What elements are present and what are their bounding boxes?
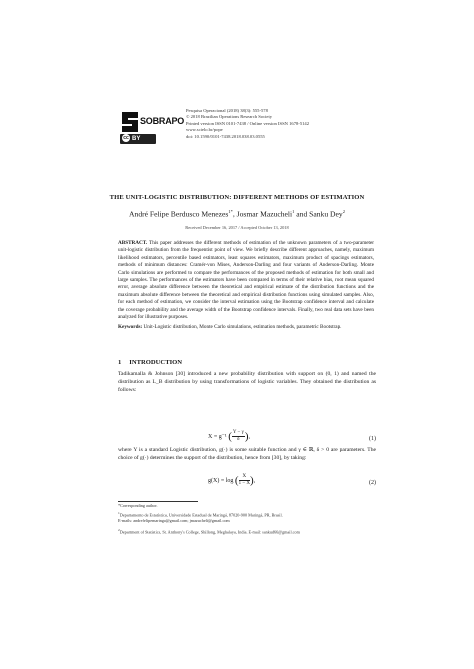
equation-lhs: g(X) = log xyxy=(208,477,234,484)
pub-line-issn: Printed version ISSN 0101-7438 / Online version ISSN 1678-5142 xyxy=(186,120,310,126)
section-title: INTRODUCTION xyxy=(129,359,183,366)
publication-info xyxy=(186,108,386,140)
section-number: 1 xyxy=(118,359,122,366)
abstract-label: ABSTRACT. xyxy=(118,240,148,246)
paper-title: THE UNIT-LOGISTIC DISTRIBUTION: DIFFERENT METHODS OF ESTIMATION xyxy=(109,194,365,201)
fraction-numerator: X xyxy=(239,474,250,481)
pub-line-url[interactable]: www.scielo.br/pope xyxy=(186,127,223,133)
license-label: BY xyxy=(132,136,141,142)
pub-line-journal: Pesquisa Operacional (2018) 38(3): 555-578 xyxy=(186,108,268,113)
author-separator: , xyxy=(232,209,237,219)
fraction-denominator: 1 − X xyxy=(238,481,250,486)
author-name: Josmar Mazucheli xyxy=(236,209,293,219)
keywords xyxy=(118,324,374,331)
fraction-denominator: δ xyxy=(237,437,240,442)
author-affiliation-mark: 1 xyxy=(292,209,295,214)
author-separator: and xyxy=(294,209,310,219)
received-dates: Received December 16, 2017 / Accepted October 13, 2018 xyxy=(185,225,289,230)
footnote-emails[interactable]: E-mails: andrefelipemaringa@gmail.com; jmazucheli@gmail.com xyxy=(118,517,230,523)
section-heading xyxy=(118,359,182,366)
equation-2 xyxy=(118,474,376,496)
keywords-text: Unit-Logistic distribution, Monte Carlo simulations, estimation methods, parametric Bootstrap. xyxy=(143,324,342,330)
author-affiliation-mark: 1* xyxy=(228,209,233,214)
creative-commons-icon: cc xyxy=(123,134,129,141)
cc-license-badge[interactable] xyxy=(120,134,156,144)
pub-line-copyright: © 2018 Brazilian Operations Research Society xyxy=(186,114,273,120)
fraction-numerator: Y − γ xyxy=(232,430,244,435)
footnote-mark: 2 xyxy=(118,528,120,532)
footnote-text: Department of Statistics, St. Anthony's College, Shillong, Meghalaya, India. E-mail: sankud66@gmail.com xyxy=(119,529,300,535)
equation-expression: X = g⁻¹ ( $\frac{Y - \gamma}{\delta}$ ), xyxy=(208,430,250,443)
keywords-label: Keywords: xyxy=(118,324,143,330)
footnote-corresponding: *Corresponding author. xyxy=(118,503,158,508)
footnote-mark: 1 xyxy=(118,511,120,515)
equation-fraction xyxy=(232,430,245,443)
sobrapo-logo-icon xyxy=(120,110,140,134)
footnote-divider xyxy=(118,501,198,502)
author-name: Sanku Dey xyxy=(309,209,343,219)
equation-lhs: X = g⁻¹ xyxy=(208,433,227,440)
footnote-affiliation-2 xyxy=(118,528,378,535)
body-paragraph: where Y is a standard Logistic distribution, g(·) is some suitable function and γ ∈ ℝ, δ > 0 are parameters. The choice of g(·) determines the support of the distribution, hence from [30], by taking: xyxy=(118,447,376,461)
footnote-affiliation-1 xyxy=(118,511,378,524)
author-affiliation-mark: 2 xyxy=(342,209,345,214)
equation-number: (2) xyxy=(369,480,376,486)
author-name: André Felipe Berdusco Menezes xyxy=(129,209,229,219)
abstract xyxy=(118,240,374,321)
pub-line-doi[interactable]: doi: 10.1590/0101-7438.2018.038.03.0555 xyxy=(186,133,265,139)
logo-text: SOBRAPO xyxy=(140,116,185,126)
equation-fraction xyxy=(239,474,250,487)
equation-expression: g(X) = log ( $\frac{X}{1 - X}$ ), xyxy=(208,474,256,487)
body-paragraph: Tadikamalla & Johnson [30] introduced a new probability distribution with support on (0, 1) and named the distribution as L_B distribution by using transformations of logistic variables. They obtained the distribution as follows: xyxy=(118,371,376,393)
abstract-text: This paper addresses the different methods of estimation of the unknown parameters of a two-parameter unit-logistic distribution from the frequentist point of view. We briefly describe different approaches, namely, maximum likelihood estimators, percentile based estimators, least squares estimators, maximum product of spacings estimators, methods of minimum distances: Cramér-von Mises, Anderson-Darling and four variants of Anderson-Darling. Monte Carlo simulations are performed to compare the performances of the proposed methods of estimation for both small and large samples. The performances of the estimators have been compared in terms of their relative bias, root mean squared error, average absolute difference between the theoretical and empirical estimate of the distribution functions and the maximum absolute difference between the theoretical and empirical distribution functions using simulated samples. Also, for each method of estimation, we consider the interval estimation using the Bootstrap confidence interval and calculate the coverage probability and the average width of the Bootstrap confidence intervals. Finally, two real data sets have been analyzed for illustrative purposes. xyxy=(118,240,375,321)
author-list xyxy=(90,209,384,219)
equation-number: (1) xyxy=(369,436,376,442)
footnote-text: Departamento de Estatística, Universidade Estadual de Maringá, 87020-900 Maringá, PR, Brasil. xyxy=(119,512,283,518)
